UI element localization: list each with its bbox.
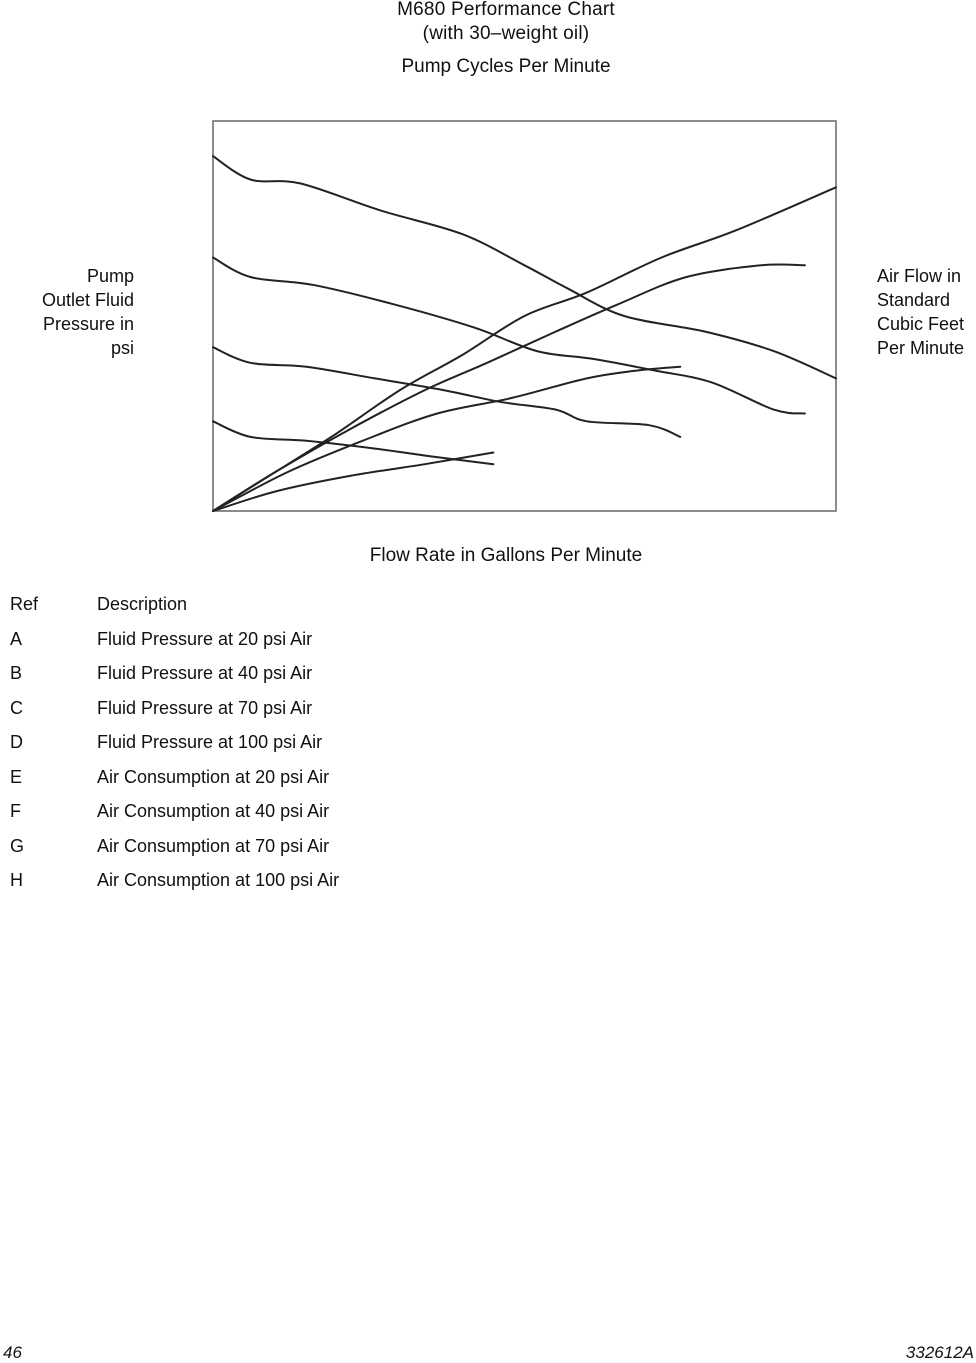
legend-desc-header: Description <box>97 594 188 614</box>
legend-desc: Air Consumption at 70 psi Air <box>97 835 330 856</box>
top-axis-label: Pump Cycles Per Minute <box>401 56 611 77</box>
legend-ref: G <box>10 835 25 856</box>
legend-desc: Fluid Pressure at 20 psi Air <box>97 628 313 649</box>
series-line-b <box>213 347 680 437</box>
legend-desc: Air Consumption at 100 psi Air <box>97 870 340 890</box>
series-line-g <box>213 264 805 511</box>
legend-desc: Fluid Pressure at 100 psi Air <box>97 732 323 752</box>
page-number: 46 <box>3 1343 22 1362</box>
legend-ref: A <box>10 628 23 649</box>
series-layer <box>213 156 836 511</box>
x-axis-label: Flow Rate in Gallons Per Minute <box>369 545 643 566</box>
performance-chart <box>0 0 976 600</box>
chart-title-line: M680 Performance Chart <box>397 0 615 20</box>
left-axis-label: Pump Outlet Fluid Pressure in psi <box>41 266 134 358</box>
legend-desc: Fluid Pressure at 40 psi Air <box>97 663 313 683</box>
series-line-h <box>213 187 836 511</box>
legend-ref: B <box>10 663 23 683</box>
legend-desc: Fluid Pressure at 70 psi Air <box>97 697 313 718</box>
chart-subtitle: (with 30–weight oil) <box>422 23 590 44</box>
legend-ref: H <box>10 870 23 890</box>
legend-desc: Air Consumption at 20 psi Air <box>97 766 330 787</box>
legend-ref: F <box>10 801 21 821</box>
document-number: 332612A <box>905 1343 974 1362</box>
legend-ref: C <box>10 697 23 718</box>
right-axis-label: Air Flow in Standard Cubic Feet Per Minute <box>877 266 965 358</box>
series-line-e <box>213 453 493 512</box>
series-line-c <box>213 258 805 414</box>
legend-ref-header: Ref <box>10 594 39 614</box>
legend-ref: E <box>10 766 23 787</box>
legend-ref: D <box>10 732 23 752</box>
legend-desc: Air Consumption at 40 psi Air <box>97 801 330 821</box>
